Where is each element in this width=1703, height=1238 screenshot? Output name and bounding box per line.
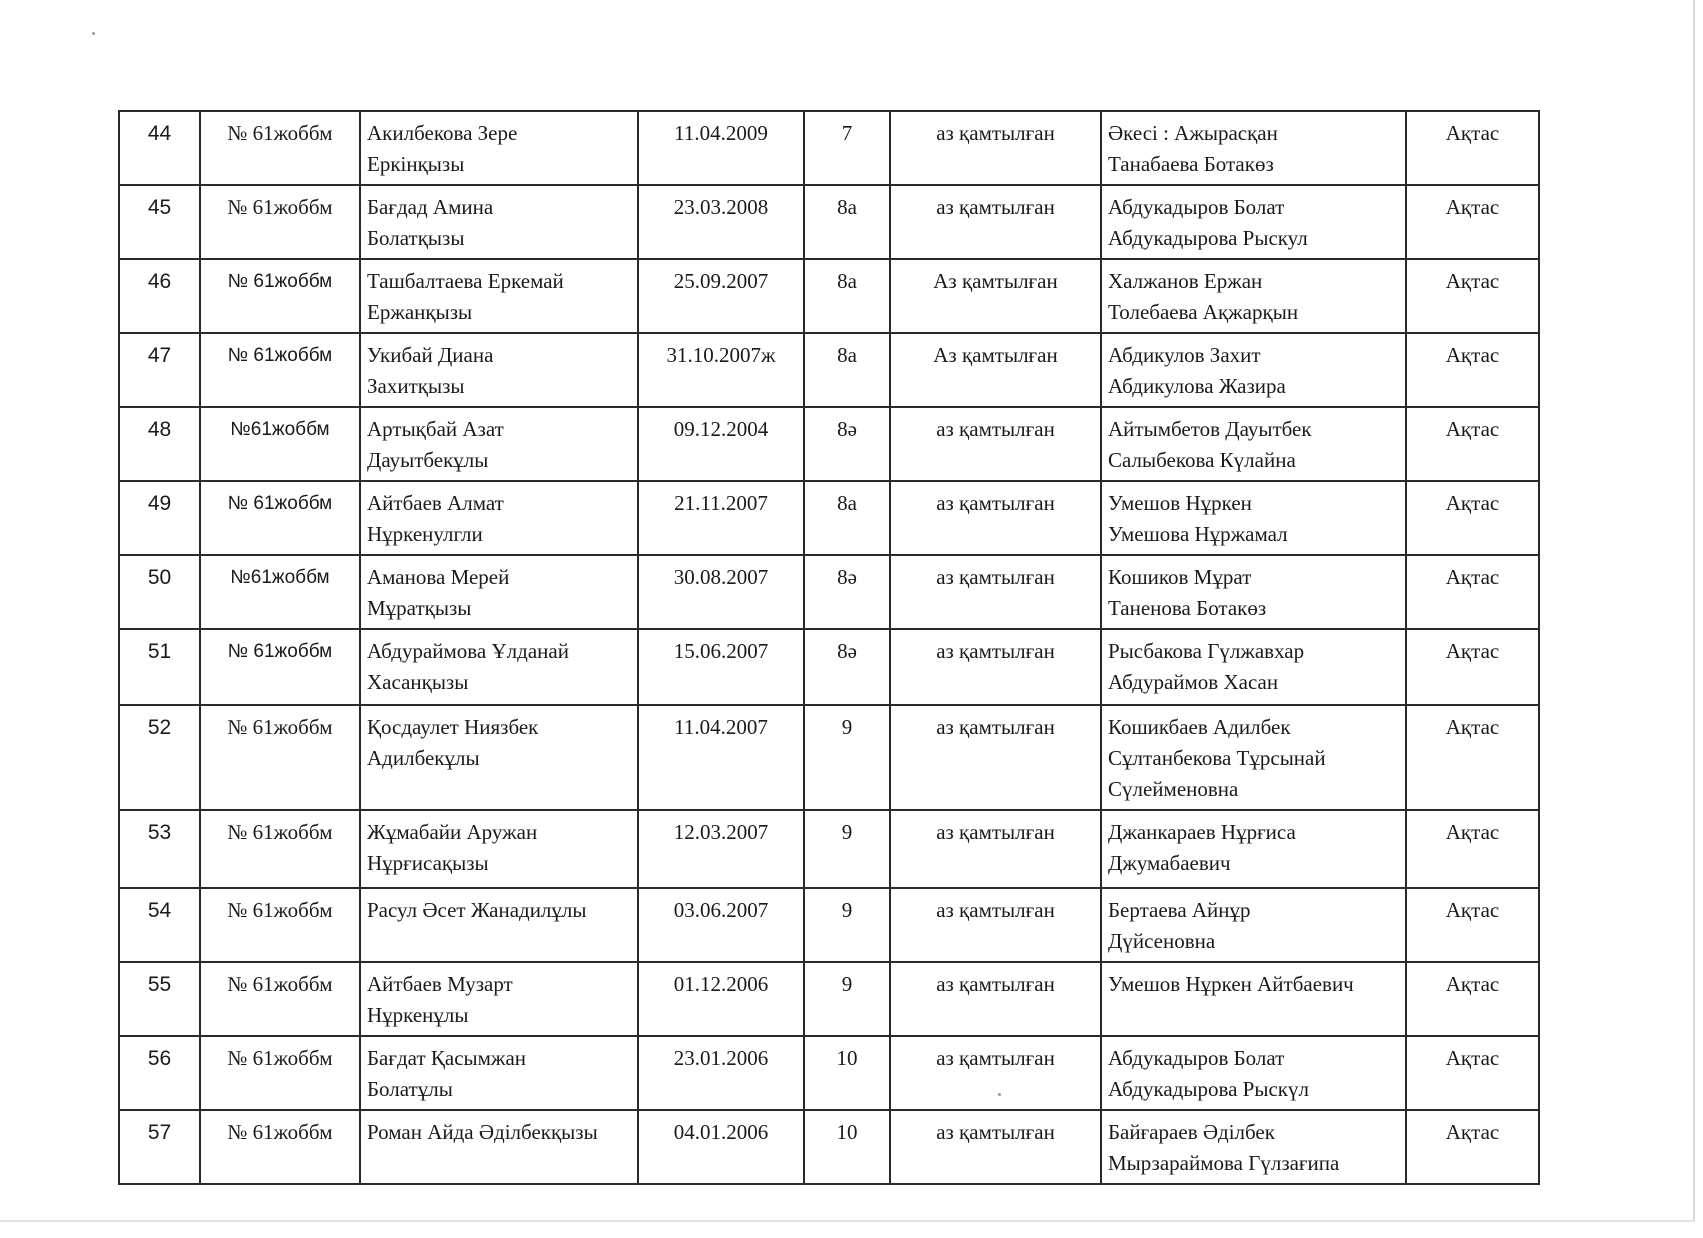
student-name-line: Адилбекұлы — [367, 746, 480, 770]
parents-cell — [1101, 259, 1406, 333]
table-row — [119, 407, 1539, 481]
student-name-cell — [360, 481, 638, 555]
student-name-line: Болатқызы — [367, 226, 465, 250]
student-name-line: Қосдаулет Ниязбек — [367, 715, 539, 739]
school-cell: № 61жоббм — [200, 705, 360, 810]
parents-cell — [1101, 962, 1406, 1036]
parents-cell — [1101, 555, 1406, 629]
student-name-line: Мұратқызы — [367, 596, 472, 620]
student-name-cell — [360, 185, 638, 259]
status-cell: Аз қамтылған — [890, 259, 1101, 333]
status-cell: аз қамтылған — [890, 555, 1101, 629]
student-name-line: Нұрғисақызы — [367, 851, 489, 875]
school-cell: № 61жоббм — [200, 629, 360, 705]
student-name-line: Акилбекова Зере — [367, 121, 518, 145]
student-name-line: Артықбай Азат — [367, 417, 504, 441]
place-cell: Ақтас — [1406, 555, 1539, 629]
status-cell: аз қамтылған — [890, 888, 1101, 962]
school-cell: №61жоббм — [200, 407, 360, 481]
place-cell: Ақтас — [1406, 185, 1539, 259]
parent-name-line: Кошикбаев Адилбек — [1108, 715, 1291, 739]
parent-name-line: Абдукадырова Рыскүл — [1108, 1077, 1309, 1101]
parent-name-line: Абдикулов Захит — [1108, 343, 1261, 367]
school-cell: №61жоббм — [200, 555, 360, 629]
table-row — [119, 555, 1539, 629]
parent-name-line: Джанкараев Нұрғиса — [1108, 820, 1296, 844]
student-name-line: Абдураймова Ұлданай — [367, 639, 569, 663]
grade-cell: 9 — [804, 810, 890, 888]
place-cell: Ақтас — [1406, 705, 1539, 810]
status-cell: аз қамтылған — [890, 629, 1101, 705]
table-row — [119, 185, 1539, 259]
birth-date-cell: 11.04.2009 — [638, 111, 804, 185]
row-number: 55 — [119, 962, 200, 1036]
student-name-line: Болатұлы — [367, 1077, 453, 1101]
school-cell: № 61жоббм — [200, 1036, 360, 1110]
parents-cell — [1101, 888, 1406, 962]
birth-date-cell: 03.06.2007 — [638, 888, 804, 962]
parent-name-line: Рысбакова Гүлжавхар — [1108, 639, 1305, 663]
student-name-line: Нұркенұлы — [367, 1003, 469, 1027]
student-name-line: Еркінқызы — [367, 152, 465, 176]
status-cell: Аз қамтылған — [890, 333, 1101, 407]
table-row — [119, 111, 1539, 185]
student-name-cell — [360, 407, 638, 481]
parents-cell — [1101, 1036, 1406, 1110]
student-name-line: Дауытбекұлы — [367, 448, 489, 472]
status-cell: аз қамтылған — [890, 111, 1101, 185]
place-cell: Ақтас — [1406, 1036, 1539, 1110]
grade-cell: 8ә — [804, 555, 890, 629]
parents-cell — [1101, 407, 1406, 481]
row-number: 45 — [119, 185, 200, 259]
place-cell: Ақтас — [1406, 111, 1539, 185]
birth-date-cell: 15.06.2007 — [638, 629, 804, 705]
table-body — [119, 111, 1539, 1184]
status-cell: аз қамтылған — [890, 185, 1101, 259]
parent-name-line: Салыбекова Күлайна — [1108, 448, 1296, 472]
student-name-line: Айтбаев Алмат — [367, 491, 504, 515]
student-name-line: Нұркенулгли — [367, 522, 483, 546]
parent-name-line: Абдукадыров Болат — [1108, 195, 1285, 219]
place-cell: Ақтас — [1406, 333, 1539, 407]
scan-speck — [92, 32, 95, 35]
birth-date-cell: 25.09.2007 — [638, 259, 804, 333]
status-cell: аз қамтылған — [890, 1036, 1101, 1110]
student-name-line: Ташбалтаева Еркемай — [367, 269, 564, 293]
row-number: 50 — [119, 555, 200, 629]
parents-cell — [1101, 111, 1406, 185]
parent-name-line: Абдукадырова Рыскул — [1108, 226, 1308, 250]
student-name-line: Хасанқызы — [367, 670, 469, 694]
student-name-line: Бағдат Қасымжан — [367, 1046, 526, 1070]
parent-name-line: Джумабаевич — [1108, 851, 1231, 875]
student-registry-table — [118, 110, 1540, 1185]
parent-name-line: Дүйсеновна — [1108, 929, 1216, 953]
grade-cell: 8ә — [804, 407, 890, 481]
parents-cell — [1101, 481, 1406, 555]
grade-cell: 7 — [804, 111, 890, 185]
parents-cell — [1101, 333, 1406, 407]
place-cell: Ақтас — [1406, 407, 1539, 481]
parent-name-line: Абдикулова Жазира — [1108, 374, 1286, 398]
parent-name-line: Таненова Ботакөз — [1108, 596, 1267, 620]
parent-name-line: Айтымбетов Дауытбек — [1108, 417, 1312, 441]
grade-cell: 9 — [804, 705, 890, 810]
grade-cell: 9 — [804, 888, 890, 962]
row-number: 44 — [119, 111, 200, 185]
grade-cell: 8а — [804, 259, 890, 333]
birth-date-cell: 12.03.2007 — [638, 810, 804, 888]
school-cell: № 61жоббм — [200, 1110, 360, 1184]
place-cell: Ақтас — [1406, 888, 1539, 962]
parent-name-line: Сүлейменовна — [1108, 777, 1239, 801]
birth-date-cell: 11.04.2007 — [638, 705, 804, 810]
row-number: 47 — [119, 333, 200, 407]
place-cell: Ақтас — [1406, 481, 1539, 555]
student-name-line: Укибай Диана — [367, 343, 494, 367]
parents-cell — [1101, 1110, 1406, 1184]
student-name-line: Жұмабайи Аружан — [367, 820, 538, 844]
row-number: 57 — [119, 1110, 200, 1184]
parent-name-line: Байғараев Әділбек — [1108, 1120, 1275, 1144]
parents-cell — [1101, 629, 1406, 705]
school-cell: № 61жоббм — [200, 888, 360, 962]
table-row — [119, 481, 1539, 555]
parent-name-line: Абдураймов Хасан — [1108, 670, 1279, 694]
status-cell: аз қамтылған — [890, 481, 1101, 555]
place-cell: Ақтас — [1406, 810, 1539, 888]
row-number: 46 — [119, 259, 200, 333]
student-name-cell — [360, 629, 638, 705]
parents-cell — [1101, 810, 1406, 888]
row-number: 54 — [119, 888, 200, 962]
table-row — [119, 333, 1539, 407]
birth-date-cell: 23.03.2008 — [638, 185, 804, 259]
grade-cell: 8а — [804, 481, 890, 555]
student-name-line: Ержанқызы — [367, 300, 473, 324]
place-cell: Ақтас — [1406, 259, 1539, 333]
parent-name-line: Кошиков Мұрат — [1108, 565, 1252, 589]
student-name-cell — [360, 888, 638, 962]
school-cell: № 61жоббм — [200, 185, 360, 259]
parent-name-line: Толебаева Ақжарқын — [1108, 300, 1299, 324]
table-row — [119, 259, 1539, 333]
grade-cell: 10 — [804, 1036, 890, 1110]
parent-name-line: Мырзараймова Гүлзағипа — [1108, 1151, 1340, 1175]
grade-cell: 8а — [804, 185, 890, 259]
row-number: 56 — [119, 1036, 200, 1110]
table-row — [119, 1036, 1539, 1110]
grade-cell: 10 — [804, 1110, 890, 1184]
school-cell: № 61жоббм — [200, 481, 360, 555]
school-cell: № 61жоббм — [200, 259, 360, 333]
parent-name-line: Умешова Нұржамал — [1108, 522, 1288, 546]
parent-name-line: Танабаева Ботакөз — [1108, 152, 1274, 176]
student-name-cell — [360, 705, 638, 810]
school-cell: № 61жоббм — [200, 111, 360, 185]
status-cell: аз қамтылған — [890, 810, 1101, 888]
status-cell: аз қамтылған — [890, 705, 1101, 810]
student-name-cell — [360, 259, 638, 333]
student-name-line: Расул Әсет Жанадилұлы — [367, 898, 587, 922]
status-cell: аз қамтылған — [890, 962, 1101, 1036]
birth-date-cell: 30.08.2007 — [638, 555, 804, 629]
student-name-cell — [360, 810, 638, 888]
parents-cell — [1101, 705, 1406, 810]
birth-date-cell: 31.10.2007ж — [638, 333, 804, 407]
table-row — [119, 810, 1539, 888]
table-row — [119, 888, 1539, 962]
school-cell: № 61жоббм — [200, 810, 360, 888]
student-name-line: Роман Айда Әділбекқызы — [367, 1120, 598, 1144]
parent-name-line: Сұлтанбекова Тұрсынай — [1108, 746, 1326, 770]
grade-cell: 9 — [804, 962, 890, 1036]
parent-name-line: Әкесі : Ажырасқан — [1108, 121, 1278, 145]
student-name-line: Аманова Мерей — [367, 565, 510, 589]
grade-cell: 8а — [804, 333, 890, 407]
birth-date-cell: 21.11.2007 — [638, 481, 804, 555]
birth-date-cell: 09.12.2004 — [638, 407, 804, 481]
student-name-line: Айтбаев Музарт — [367, 972, 513, 996]
place-cell: Ақтас — [1406, 1110, 1539, 1184]
table-row — [119, 962, 1539, 1036]
birth-date-cell: 04.01.2006 — [638, 1110, 804, 1184]
birth-date-cell: 23.01.2006 — [638, 1036, 804, 1110]
grade-cell: 8ә — [804, 629, 890, 705]
student-name-cell — [360, 555, 638, 629]
parents-cell — [1101, 185, 1406, 259]
table-row — [119, 1110, 1539, 1184]
place-cell: Ақтас — [1406, 629, 1539, 705]
place-cell: Ақтас — [1406, 962, 1539, 1036]
parent-name-line: Умешов Нұркен Айтбаевич — [1108, 972, 1354, 996]
row-number: 48 — [119, 407, 200, 481]
school-cell: № 61жоббм — [200, 333, 360, 407]
school-cell: № 61жоббм — [200, 962, 360, 1036]
birth-date-cell: 01.12.2006 — [638, 962, 804, 1036]
row-number: 49 — [119, 481, 200, 555]
row-number: 51 — [119, 629, 200, 705]
student-name-cell — [360, 962, 638, 1036]
status-cell: аз қамтылған — [890, 1110, 1101, 1184]
student-name-cell — [360, 1036, 638, 1110]
student-name-line: Захитқызы — [367, 374, 465, 398]
parent-name-line: Умешов Нұркен — [1108, 491, 1252, 515]
parent-name-line: Бертаева Айнұр — [1108, 898, 1251, 922]
parent-name-line: Халжанов Ержан — [1108, 269, 1263, 293]
student-name-line: Бағдад Амина — [367, 195, 494, 219]
student-name-cell — [360, 1110, 638, 1184]
parent-name-line: Абдукадыров Болат — [1108, 1046, 1285, 1070]
status-cell: аз қамтылған — [890, 407, 1101, 481]
student-name-cell — [360, 333, 638, 407]
student-name-cell — [360, 111, 638, 185]
table-row — [119, 705, 1539, 810]
table-row — [119, 629, 1539, 705]
row-number: 53 — [119, 810, 200, 888]
row-number: 52 — [119, 705, 200, 810]
